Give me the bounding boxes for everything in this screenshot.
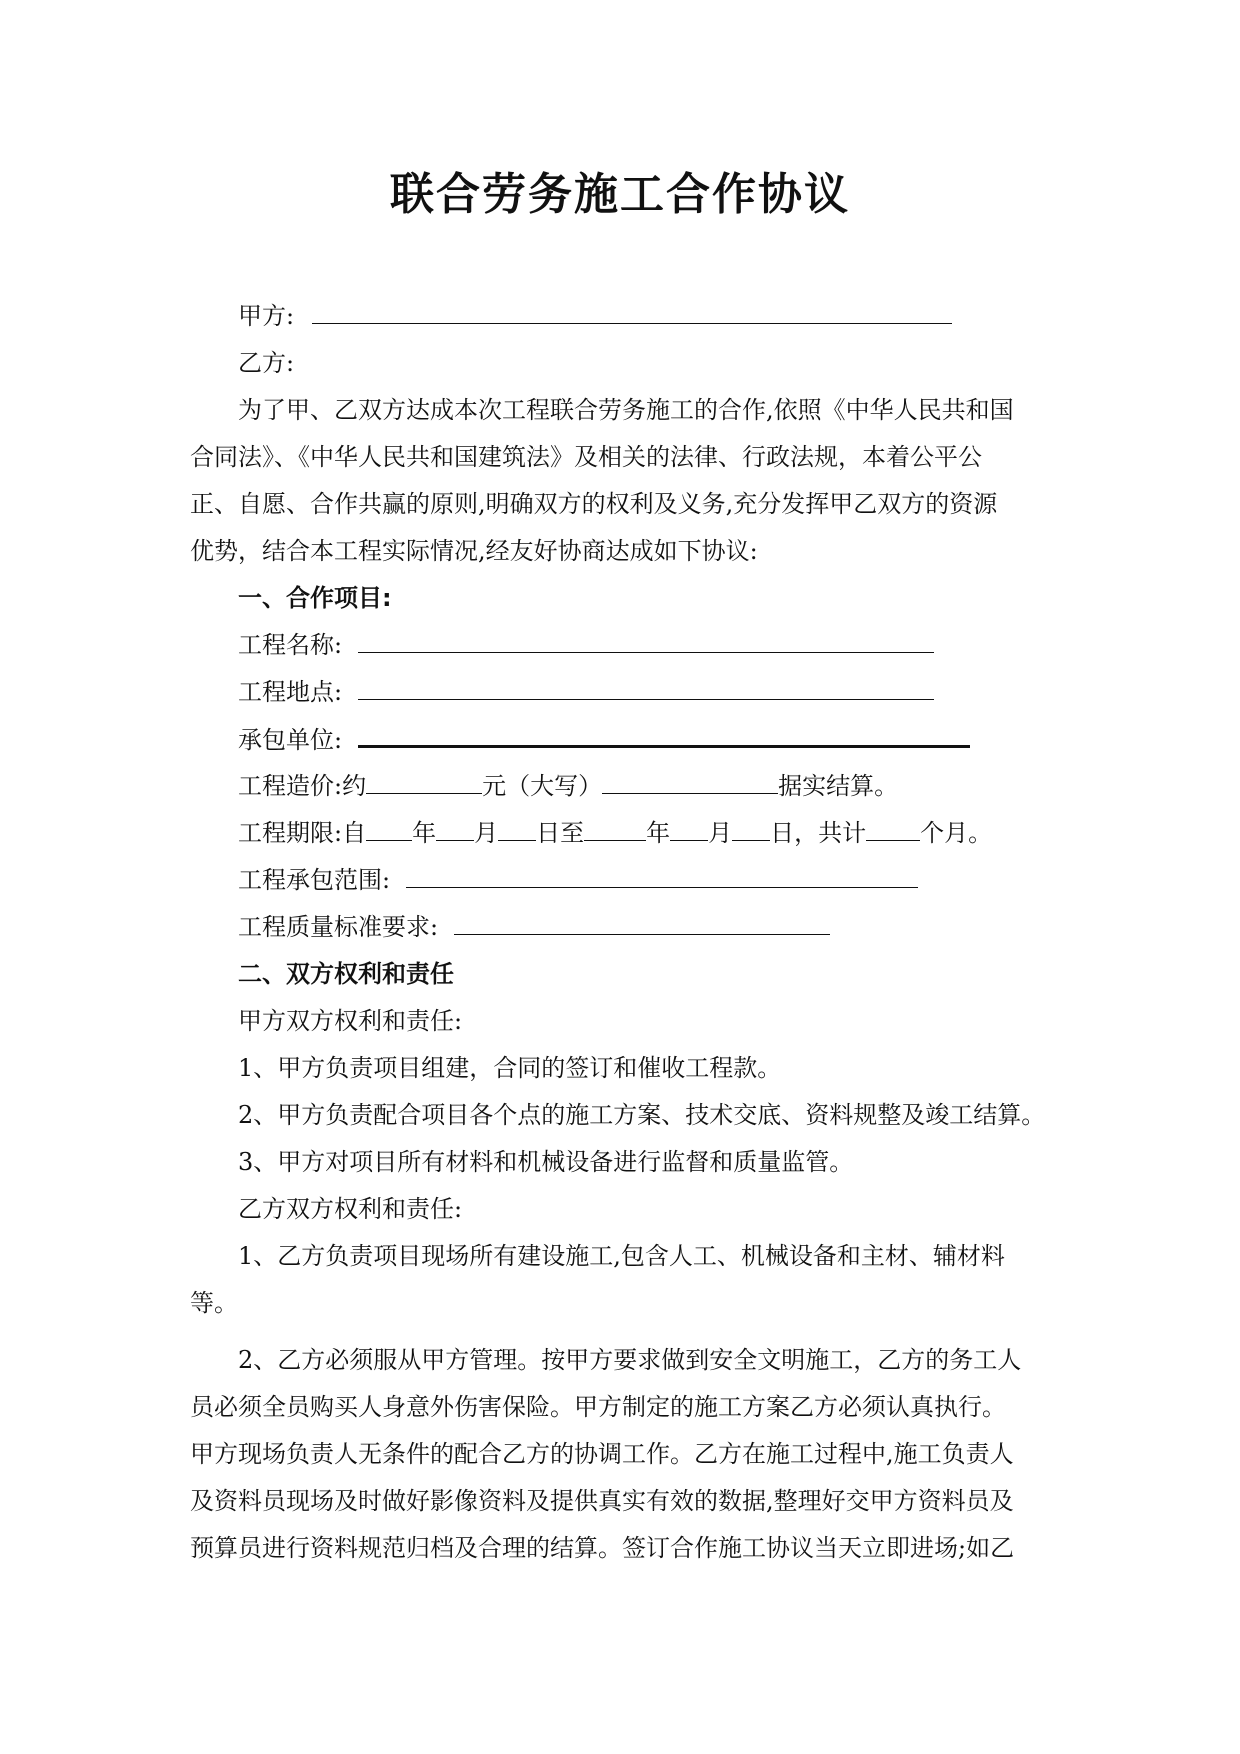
cost-label: 工程造价:约	[238, 772, 367, 800]
contractor-blank	[358, 723, 970, 748]
months-text: 个月。	[920, 819, 993, 847]
period-label: 工程期限:自	[238, 819, 367, 847]
section-2-heading: 二、双方权利和责任	[238, 960, 454, 988]
document-title: 联合劳务施工合作协议	[390, 169, 850, 220]
quality-standard-line	[238, 911, 830, 943]
year-text: 年	[646, 819, 671, 847]
scope-label: 工程承包范围:	[238, 866, 391, 894]
start-year-blank	[366, 818, 412, 841]
party-b-label: 乙方:	[238, 349, 295, 377]
project-name-blank	[358, 630, 934, 653]
day-total-text: 日，共计	[770, 819, 867, 847]
cost-uppercase-blank	[602, 771, 778, 794]
project-location-blank	[358, 677, 934, 700]
day-to-text: 日至	[536, 819, 585, 847]
section-1-heading: 一、合作项目:	[238, 584, 392, 612]
contractor-label: 承包单位:	[238, 726, 343, 754]
end-day-blank	[732, 818, 770, 841]
party-b-line	[238, 347, 294, 379]
project-scope-line	[238, 864, 918, 896]
month-text: 月	[708, 819, 733, 847]
party-b-item-2: 2、乙方必须服从甲方管理。按甲方要求做到安全文明施工，乙方的务工人	[238, 1346, 1022, 1374]
end-year-blank	[584, 818, 646, 841]
end-month-blank	[670, 818, 708, 841]
project-location-line	[238, 676, 934, 708]
preamble-line: 合同法》、《中华人民共和国建筑法》及相关的法律、行政法规，本着公平公	[190, 443, 982, 471]
party-b-item-1-cont: 等。	[190, 1289, 238, 1317]
party-b-item-2-cont: 预算员进行资料规范归档及合理的结算。签订合作施工协议当天立即进场;如乙	[190, 1534, 1015, 1562]
scope-blank	[406, 865, 918, 888]
project-period-line	[238, 817, 992, 849]
party-a-subheading: 甲方双方权利和责任:	[238, 1007, 463, 1035]
party-a-item: 3、甲方对项目所有材料和机械设备进行监督和质量监管。	[238, 1148, 854, 1176]
project-location-label: 工程地点:	[238, 678, 343, 706]
party-a-item: 2、甲方负责配合项目各个点的施工方案、技术交底、资料规整及竣工结算。	[238, 1101, 1046, 1129]
quality-label: 工程质量标准要求:	[238, 913, 439, 941]
party-a-label: 甲方:	[238, 302, 295, 330]
start-day-blank	[498, 818, 536, 841]
party-a-line	[238, 300, 952, 332]
project-name-line	[238, 629, 934, 661]
party-b-subheading: 乙方双方权利和责任:	[238, 1195, 463, 1223]
party-a-blank	[312, 301, 952, 324]
start-month-blank	[436, 818, 474, 841]
project-name-label: 工程名称:	[238, 631, 343, 659]
cost-settle-text: 据实结算。	[778, 772, 899, 800]
party-b-item-1: 1、乙方负责项目现场所有建设施工,包含人工、机械设备和主材、辅材料	[238, 1242, 1005, 1270]
year-text: 年	[412, 819, 437, 847]
total-months-blank	[866, 818, 920, 841]
contractor-line	[238, 723, 970, 756]
cost-amount-blank	[366, 771, 482, 794]
preamble-line: 正、自愿、合作共赢的原则,明确双方的权利及义务,充分发挥甲乙双方的资源	[190, 490, 998, 518]
party-a-item: 1、甲方负责项目组建，合同的签订和催收工程款。	[238, 1054, 782, 1082]
preamble-line: 为了甲、乙双方达成本次工程联合劳务施工的合作,依照《中华人民共和国	[238, 396, 1014, 424]
month-text: 月	[474, 819, 499, 847]
project-cost-line	[238, 770, 898, 802]
party-b-item-2-cont: 员必须全员购买人身意外伤害保险。甲方制定的施工方案乙方必须认真执行。	[190, 1393, 1006, 1421]
quality-blank	[454, 912, 830, 935]
party-b-item-2-cont: 甲方现场负责人无条件的配合乙方的协调工作。乙方在施工过程中,施工负责人	[190, 1440, 1014, 1468]
cost-yuan-text: 元（大写）	[482, 772, 603, 800]
preamble-line: 优势，结合本工程实际情况,经友好协商达成如下协议:	[190, 537, 758, 565]
party-b-item-2-cont: 及资料员现场及时做好影像资料及提供真实有效的数据,整理好交甲方资料员及	[190, 1487, 1014, 1515]
